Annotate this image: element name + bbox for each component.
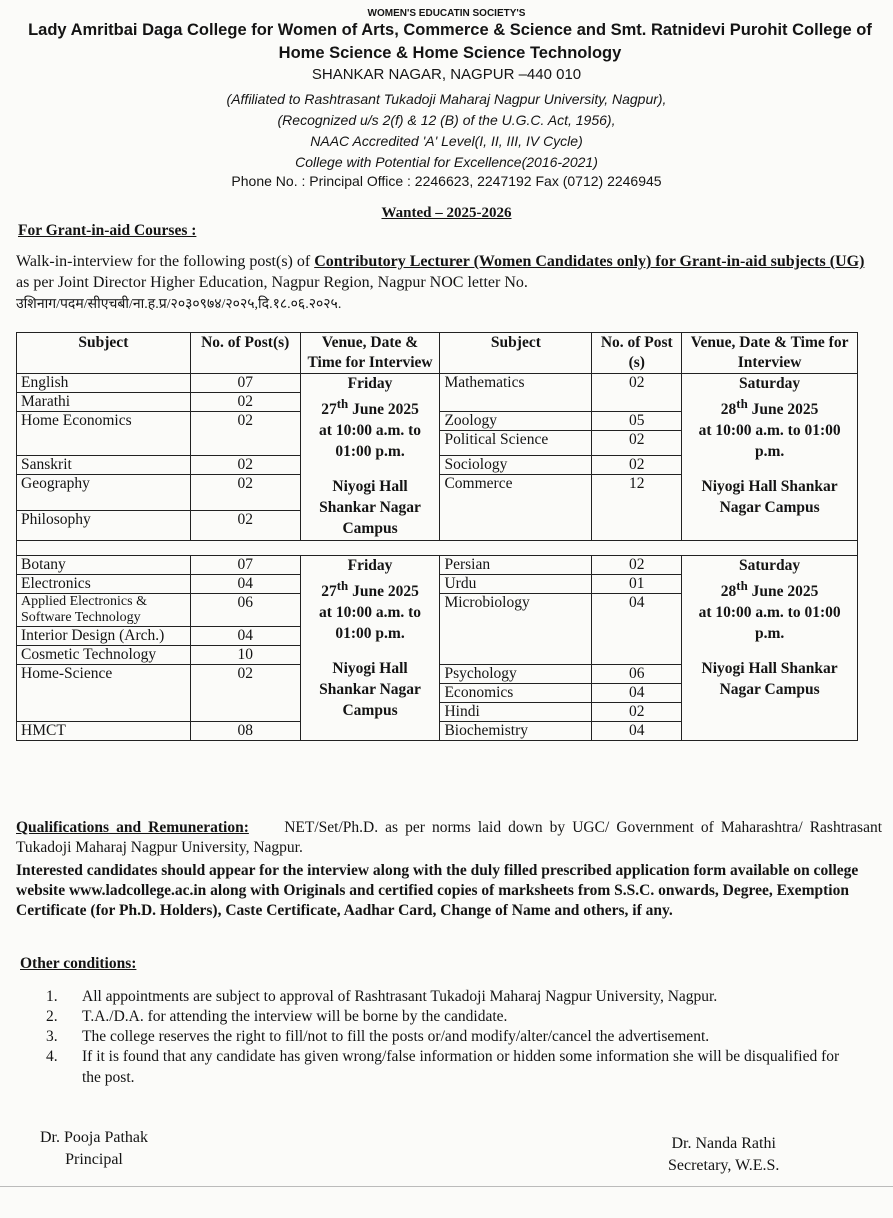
- posts-cell: 10: [190, 645, 300, 664]
- col-header-venue: Venue, Date & Time for Interview: [300, 333, 440, 374]
- intro-paragraph: [16, 252, 878, 314]
- table-row: [17, 555, 858, 574]
- venue-date: 27th June 2025: [321, 577, 419, 600]
- college-name: Lady Amritbai Daga College for Women of Arts, Commerce & Science and Smt. Ratnidevi Purohit College of Home Science & Home Science Technology: [28, 21, 872, 63]
- posts-cell: 02: [592, 555, 682, 574]
- section-heading-grant: For Grant-in-aid Courses :: [18, 222, 197, 239]
- venue-day: Friday: [347, 556, 393, 574]
- posts-cell: 07: [190, 555, 300, 574]
- subject-cell: Geography: [17, 475, 191, 511]
- recognition-line: (Recognized u/s 2(f) & 12 (B) of the U.G.C. Act, 1956),: [277, 112, 616, 128]
- list-item: 1. All appointments are subject to approval of Rashtrasant Tukadoji Maharaj Nagpur University, Nagpur.: [46, 988, 718, 1005]
- subject-cell: Home Economics: [17, 412, 191, 456]
- instructions-paragraph: Interested candidates should appear for the interview along with the duly filled prescribed application form available on college website www.ladcollege.ac.in along with Originals and certified copies of marksheets from S.S.C. onwards, Degree, Exemption Certificate (for Ph.D. Holders), Caste Certificate, Aadhar Card, Change of Name and others, if any.: [16, 862, 859, 920]
- subject-cell: Urdu: [440, 574, 592, 593]
- col-header-venue-right: Venue, Date & Time for Interview: [682, 333, 858, 374]
- col-header-posts-right: No. of Post (s): [592, 333, 682, 374]
- posts-cell: 04: [592, 721, 682, 740]
- table-gap-row: [17, 540, 858, 555]
- posts-cell: 02: [190, 664, 300, 721]
- wanted-title: Wanted – 2025-2026: [381, 205, 512, 221]
- venue-day: Saturday: [739, 375, 801, 393]
- principal-title: Principal: [65, 1151, 123, 1169]
- subject-cell: Persian: [440, 555, 592, 574]
- col-header-subject: Subject: [17, 333, 191, 374]
- subject-cell: Commerce: [440, 475, 592, 541]
- venue-place: Niyogi Hall Shankar Nagar Campus: [319, 478, 421, 537]
- posts-cell: 02: [190, 456, 300, 475]
- venue-cell: [300, 555, 440, 740]
- subject-cell: Applied Electronics & Software Technology: [17, 593, 191, 626]
- posts-cell: 04: [592, 593, 682, 664]
- principal-signature: [40, 1127, 148, 1172]
- subject-cell: Sociology: [440, 456, 592, 475]
- list-item: 4. If it is found that any candidate has given wrong/false information or hidden some information she will be disqualified for the post.: [46, 1048, 840, 1086]
- subject-cell: Botany: [17, 555, 191, 574]
- venue-date: 27th June 2025: [321, 396, 419, 419]
- posts-cell: 02: [592, 456, 682, 475]
- affiliation-line: (Affiliated to Rashtrasant Tukadoji Maharaj Nagpur University, Nagpur),: [226, 91, 667, 107]
- secretary-name: Dr. Nanda Rathi: [671, 1135, 776, 1152]
- naac-line: NAAC Accredited 'A' Level(I, II, III, IV Cycle): [310, 133, 583, 149]
- intro-highlight: Contributory Lecturer (Women Candidates only) for Grant-in-aid subjects (UG): [314, 253, 865, 270]
- posts-cell: 04: [190, 626, 300, 645]
- venue-day: Saturday: [739, 556, 801, 574]
- col-header-subject-right: Subject: [440, 333, 592, 374]
- society-name: WOMEN'S EDUCATIN SOCIETY'S: [367, 8, 526, 19]
- cpe-line: College with Potential for Excellence(2016-2021): [295, 154, 598, 170]
- subject-cell: Psychology Economics Hindi: [440, 664, 592, 721]
- secretary-title: Secretary, W.E.S.: [668, 1157, 780, 1175]
- venue-cell: [682, 555, 858, 740]
- subject-cell: Cosmetic Technology: [17, 645, 191, 664]
- posts-cell: 02: [190, 475, 300, 511]
- posts-cell: 01: [592, 574, 682, 593]
- table-header-row: [17, 333, 858, 374]
- list-item: 2. T.A./D.A. for attending the interview will be borne by the candidate.: [46, 1008, 508, 1026]
- vacancy-table: [16, 332, 858, 741]
- posts-cell: 06 04 02: [592, 664, 682, 721]
- subject-cell: Electronics: [17, 574, 191, 593]
- subject-cell: HMCT: [17, 721, 191, 740]
- subject-cell: English: [17, 374, 191, 393]
- venue-place: Niyogi Hall Shankar Nagar Campus: [319, 659, 421, 719]
- qualifications-paragraph: [16, 818, 882, 858]
- college-address: SHANKAR NAGAR, NAGPUR –440 010: [311, 66, 582, 83]
- posts-cell: 05 02: [592, 412, 682, 456]
- venue-cell: [682, 374, 858, 541]
- subject-cell: Philosophy: [17, 510, 191, 540]
- subject-cell: Interior Design (Arch.): [17, 626, 191, 645]
- posts-cell: 12: [592, 475, 682, 541]
- bottom-divider: [0, 1186, 893, 1187]
- venue-date: 28th June 2025: [720, 577, 819, 600]
- qualifications-text: NET/Set/Ph.D. as per norms laid down by UGC/ Government of Maharashtra/ Rashtrasant Tukadoji Maharaj Nagpur University, Nagpur.: [16, 819, 883, 857]
- venue-day: Friday: [347, 375, 393, 393]
- posts-cell: 06: [190, 593, 300, 626]
- posts-cell: 02: [190, 412, 300, 456]
- venue-time: at 10:00 a.m. to 01:00 p.m.: [698, 603, 841, 642]
- conditions-list: [46, 987, 856, 1088]
- subject-cell: Mathematics: [440, 374, 592, 412]
- venue-time: at 10:00 a.m. to 01:00 p.m.: [698, 422, 841, 461]
- intro-text-1: Walk-in-interview for the following post(s) of: [16, 253, 315, 270]
- table-row: [17, 374, 858, 393]
- qualifications-label: Qualifications and Remuneration:: [16, 819, 249, 836]
- subject-cell: Biochemistry: [440, 721, 592, 740]
- posts-cell: 07: [190, 374, 300, 393]
- venue-place: Niyogi Hall Shankar Nagar Campus: [701, 659, 838, 698]
- noc-number: उशिनाग/पदम/सीएचबी/ना.ह.प्र/२०३०९७४/२०२५,दि.१८.०६.२०२५.: [16, 296, 342, 312]
- venue-place: Niyogi Hall Shankar Nagar Campus: [701, 478, 838, 517]
- principal-name: Dr. Pooja Pathak: [40, 1129, 148, 1146]
- posts-cell: 02: [190, 510, 300, 540]
- posts-cell: 04: [190, 574, 300, 593]
- subject-cell: Sanskrit: [17, 456, 191, 475]
- list-item: 3. The college reserves the right to fill/not to fill the posts or/and modify/alter/cancel the advertisement.: [46, 1028, 710, 1046]
- secretary-signature: [668, 1133, 779, 1178]
- posts-cell: 08: [190, 721, 300, 740]
- venue-date: 28th June 2025: [720, 396, 819, 419]
- subject-cell: Microbiology: [440, 593, 592, 664]
- venue-cell: [300, 374, 440, 541]
- phone-line: Phone No. : Principal Office : 2246623, 2247192 Fax (0712) 2246945: [231, 173, 662, 189]
- subject-cell: Marathi: [17, 393, 191, 412]
- venue-time: at 10:00 a.m. to 01:00 p.m.: [319, 422, 422, 461]
- posts-cell: 02: [190, 393, 300, 412]
- affiliation-block: [0, 89, 893, 173]
- intro-text-2: as per Joint Director Higher Education, Nagpur Region, Nagpur NOC letter No.: [16, 273, 528, 291]
- col-header-posts: No. of Post(s): [190, 333, 300, 374]
- venue-time: at 10:00 a.m. to 01:00 p.m.: [319, 603, 422, 642]
- posts-cell: 02: [592, 374, 682, 412]
- other-conditions-heading: Other conditions:: [20, 955, 137, 972]
- subject-cell: Zoology Political Science: [440, 412, 592, 456]
- subject-cell: Home-Science: [17, 664, 191, 721]
